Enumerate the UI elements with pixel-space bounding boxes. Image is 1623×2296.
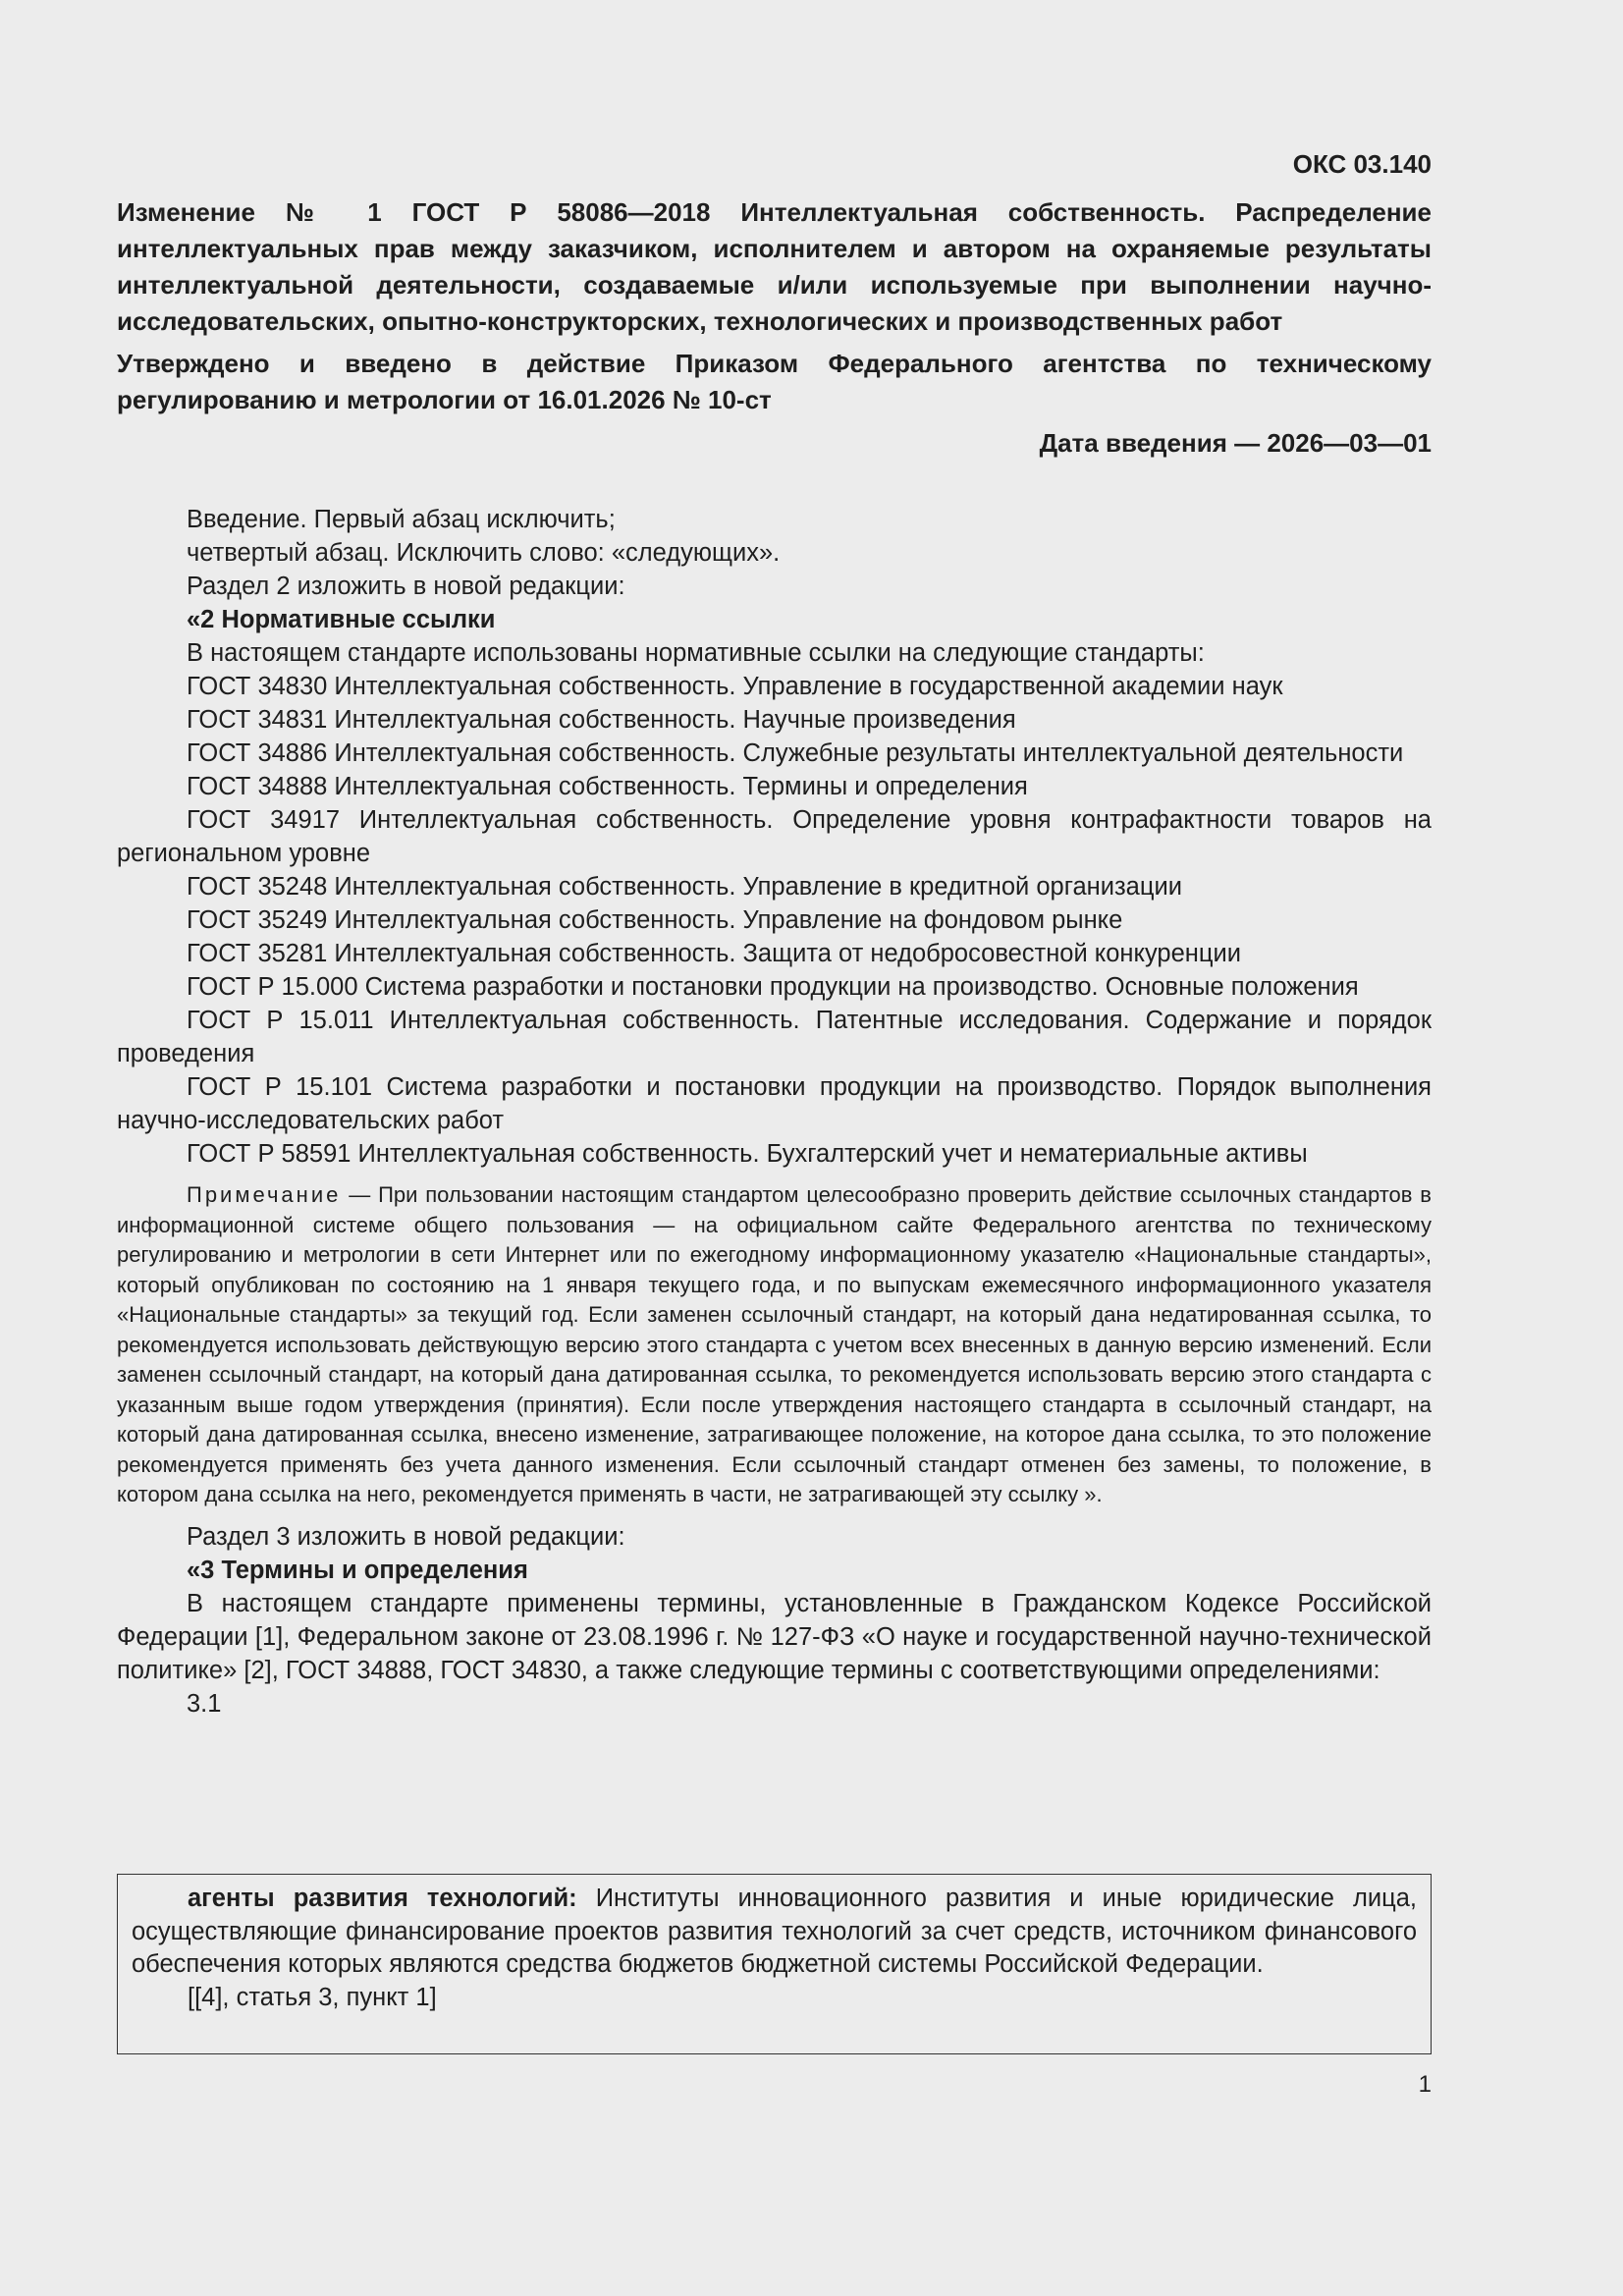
reference-item: ГОСТ Р 58591 Интеллектуальная собственность. Бухгалтерский учет и нематериальные активы: [187, 1140, 1308, 1168]
term-definition-box: [117, 1874, 1432, 2054]
reference-item: ГОСТ 35249 Интеллектуальная собственность. Управление на фондовом рынке: [187, 906, 1123, 934]
section3-instruction: Раздел 3 изложить в новой редакции:: [187, 1522, 625, 1551]
reference-item: ГОСТ Р 15.101 Система разработки и постановки продукции на производство. Порядок выполнения научно-исследовательских работ: [117, 1073, 1432, 1134]
reference-item: ГОСТ 35248 Интеллектуальная собственность. Управление в кредитной организации: [187, 873, 1182, 901]
note-label: Примечание: [187, 1182, 342, 1207]
section2-lead: В настоящем стандарте использованы нормативные ссылки на следующие стандарты:: [187, 639, 1205, 667]
reference-item: ГОСТ 34831 Интеллектуальная собственность. Научные произведения: [187, 706, 1016, 734]
term-definition: [132, 1883, 1417, 1982]
approval-statement: Утверждено и введено в действие Приказом Федерального агентства по техническому регулированию и метрологии от 16.01.2026 № 10-ст: [117, 349, 1432, 414]
reference-item: ГОСТ 35281 Интеллектуальная собственность. Защита от недобросовестной конкуренции: [187, 940, 1241, 967]
intro-paragraph-1: Введение. Первый абзац исключить;: [187, 506, 616, 533]
note-paragraph: [117, 1180, 1432, 1510]
section3-lead: В настоящем стандарте применены термины, установленные в Гражданском Кодексе Российской Федерации [1], Федеральном законе от 23.08.1996 г. № 127-ФЗ «О науке и государственной научно-технической политике» [2], ГОСТ 34888, ГОСТ 34830, а также следующие термины с соответствующими определениями:: [117, 1589, 1432, 1684]
note-text: — При пользовании настоящим стандартом целесообразно проверить действие ссылочных стандартов в информационной системе общего пользования — на официальном сайте Федерального агентства по техническому регулированию и метрологии в сети Интернет или по ежегодному информационному указателю «Национальные стандарты», который опубликован по состоянию на 1 января текущего года, и по выпускам ежемесячного информационного указателя «Национальные стандарты» за текущий год. Если заменен ссылочный стандарт, на который дана недатированная ссылка, то рекомендуется использовать действующую версию этого стандарта с учетом всех внесенных в данную версию изменений. Если заменен ссылочный стандарт, на который дана датированная ссылка, то рекомендуется использовать версию этого стандарта с указанным выше годом утверждения (принятия). Если после утверждения настоящего стандарта в ссылочный стандарт, на который дана датированная ссылка, внесено изменение, затрагивающее положение, на которое дана ссылка, то это положение рекомендуется применять без учета данного изменения. Если ссылочный стандарт отменен без замены, то положение, в котором дана ссылка на него, рекомендуется применять в части, не затрагивающей эту ссылку ».: [117, 1182, 1432, 1506]
section2-instruction: Раздел 2 изложить в новой редакции:: [187, 573, 625, 600]
term-source: [[4], статья 3, пункт 1]: [188, 1983, 437, 2011]
reference-item: ГОСТ 34888 Интеллектуальная собственность. Термины и определения: [187, 773, 1028, 800]
reference-item: ГОСТ 34917 Интеллектуальная собственность. Определение уровня контрафактности товаров на региональном уровне: [117, 806, 1432, 867]
section3-heading: «3 Термины и определения: [187, 1556, 528, 1584]
amendment-title: Изменение № 1 ГОСТ Р 58086—2018 Интеллектуальная собственность. Распределение интеллектуальных прав между заказчиком, исполнителем и автором на охраняемые результаты интеллектуальной деятельности, создаваемые и/или используемые при выполнении научно-исследовательских, опытно-конструкторских, технологических и производственных работ: [117, 197, 1432, 336]
reference-item: ГОСТ 34830 Интеллектуальная собственность. Управление в государственной академии наук: [187, 673, 1283, 700]
oks-code: ОКС 03.140: [1292, 149, 1432, 179]
section2-heading: «2 Нормативные ссылки: [187, 606, 496, 633]
term-number: 3.1: [187, 1689, 222, 1718]
term-text: Институты инновационного развития и иные юридические лица, осуществляющие финансирование проектов развития технологий за счет средств, источником финансового обеспечения которых являются средства бюджетов бюджетной системы Российской Федерации.: [132, 1885, 1418, 1978]
reference-item: ГОСТ 34886 Интеллектуальная собственность. Служебные результаты интеллектуальной деятельности: [187, 739, 1404, 767]
term-name: агенты развития технологий:: [188, 1885, 577, 1912]
reference-item: ГОСТ Р 15.011 Интеллектуальная собственность. Патентные исследования. Содержание и порядок проведения: [117, 1007, 1432, 1067]
reference-item: ГОСТ Р 15.000 Система разработки и постановки продукции на производство. Основные положения: [187, 973, 1359, 1001]
effective-date: Дата введения — 2026—03—01: [1039, 428, 1432, 458]
document-body: [117, 503, 1432, 1721]
page-number: 1: [1418, 2071, 1432, 2098]
intro-paragraph-2: четвертый абзац. Исключить слово: «следующих».: [187, 539, 781, 567]
